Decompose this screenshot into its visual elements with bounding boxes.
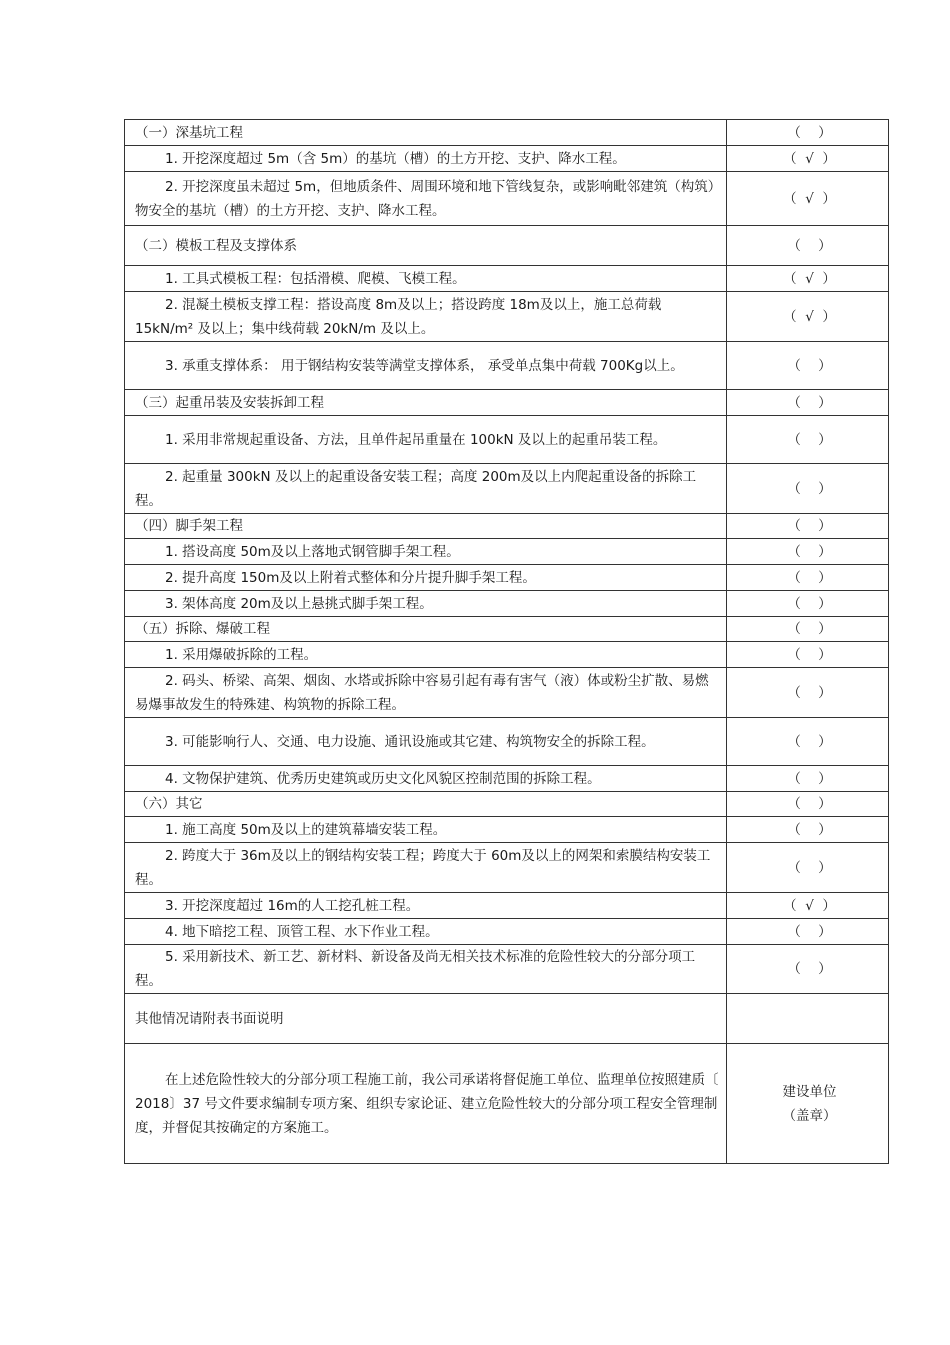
item-text: 4. 文物保护建筑、优秀历史建筑或历史文化风貌区控制范围的拆除工程。 (125, 766, 727, 792)
seal-label: （盖章） (782, 1107, 837, 1124)
check-mark-cell: （ √ ） (727, 893, 889, 919)
section-title: （六）其它 (125, 792, 727, 817)
section-title: （四）脚手架工程 (125, 514, 727, 539)
item-row (125, 817, 889, 843)
check-mark-cell (727, 994, 889, 1044)
construction-unit-label: 建设单位 (782, 1083, 837, 1100)
item-row (125, 668, 889, 718)
pledge-row (125, 1044, 889, 1164)
section-row (125, 390, 889, 416)
item-row (125, 766, 889, 792)
check-mark-cell: （ ） (727, 464, 889, 514)
item-text: 2. 码头、桥梁、高架、烟囱、水塔或拆除中容易引起有毒有害气（液）体或粉尘扩散、易燃易爆事故发生的特殊建、构筑物的拆除工程。 (125, 668, 727, 718)
check-mark-cell: （ ） (727, 945, 889, 994)
item-text: 3. 开挖深度超过 16m的人工挖孔桩工程。 (125, 893, 727, 919)
pledge-cell (125, 1044, 727, 1164)
section-title: （五）拆除、爆破工程 (125, 617, 727, 642)
section-row (125, 617, 889, 642)
check-mark-cell: （ ） (727, 390, 889, 416)
check-mark-cell: （ ） (727, 514, 889, 539)
item-row (125, 416, 889, 464)
check-mark-cell: （ √ ） (727, 146, 889, 172)
check-mark-cell: （ √ ） (727, 266, 889, 292)
item-text: 4. 地下暗挖工程、顶管工程、水下作业工程。 (125, 919, 727, 945)
item-row (125, 843, 889, 893)
item-row (125, 146, 889, 172)
check-mark-cell: （ ） (727, 539, 889, 565)
section-row (125, 514, 889, 539)
check-mark-cell: （ ） (727, 642, 889, 668)
check-mark-cell: （ ） (727, 342, 889, 390)
item-text: 1. 工具式模板工程：包括滑模、爬模、飞模工程。 (125, 266, 727, 292)
section-row (125, 226, 889, 266)
item-text: 2. 混凝土模板支撑工程：搭设高度 8m及以上；搭设跨度 18m及以上，施工总荷载 15kN/m² 及以上；集中线荷载 20kN/m 及以上。 (125, 292, 727, 342)
item-text: 2. 开挖深度虽未超过 5m，但地质条件、周围环境和地下管线复杂，或影响毗邻建筑（构筑）物安全的基坑（槽）的土方开挖、支护、降水工程。 (125, 172, 727, 226)
item-row (125, 292, 889, 342)
section-title: （三）起重吊装及安装拆卸工程 (125, 390, 727, 416)
note-text: 其他情况请附表书面说明 (125, 994, 727, 1044)
check-mark-cell: （ ） (727, 792, 889, 817)
item-row (125, 893, 889, 919)
item-text: 1. 开挖深度超过 5m（含 5m）的基坑（槽）的土方开挖、支护、降水工程。 (125, 146, 727, 172)
check-mark-cell: （ ） (727, 919, 889, 945)
note-row (125, 994, 889, 1044)
item-text: 2. 提升高度 150m及以上附着式整体和分片提升脚手架工程。 (125, 565, 727, 591)
check-mark-cell: （ ） (727, 416, 889, 464)
item-row (125, 945, 889, 994)
check-mark-cell: （ ） (727, 565, 889, 591)
item-text: 5. 采用新技术、新工艺、新材料、新设备及尚无相关技术标准的危险性较大的分部分项工程。 (125, 945, 727, 994)
check-mark-cell: （ ） (727, 766, 889, 792)
item-row (125, 539, 889, 565)
item-row (125, 172, 889, 226)
check-mark-cell: （ √ ） (727, 172, 889, 226)
check-mark-cell: （ ） (727, 591, 889, 617)
item-row (125, 591, 889, 617)
item-row (125, 464, 889, 514)
section-row (125, 792, 889, 817)
check-mark-cell: （ ） (727, 817, 889, 843)
check-mark-cell: （ ） (727, 843, 889, 893)
check-mark-cell: （ √ ） (727, 292, 889, 342)
stamp-cell (727, 1044, 889, 1164)
item-text: 3. 可能影响行人、交通、电力设施、通讯设施或其它建、构筑物安全的拆除工程。 (125, 718, 727, 766)
item-text: 1. 采用非常规起重设备、方法，且单件起吊重量在 100kN 及以上的起重吊装工程。 (125, 416, 727, 464)
item-text: 1. 采用爆破拆除的工程。 (125, 642, 727, 668)
item-text: 2. 跨度大于 36m及以上的钢结构安装工程；跨度大于 60m及以上的网架和索膜结构安装工程。 (125, 843, 727, 893)
item-row (125, 342, 889, 390)
section-title: （一）深基坑工程 (125, 120, 727, 146)
section-row (125, 120, 889, 146)
item-text: 3. 承重支撑体系： 用于钢结构安装等满堂支撑体系， 承受单点集中荷载 700Kg以上。 (125, 342, 727, 390)
item-row (125, 919, 889, 945)
item-row (125, 718, 889, 766)
check-mark-cell: （ ） (727, 120, 889, 146)
section-title: （二）模板工程及支撑体系 (125, 226, 727, 266)
hazard-project-table (124, 119, 889, 1164)
item-text: 3. 架体高度 20m及以上悬挑式脚手架工程。 (125, 591, 727, 617)
check-mark-cell: （ ） (727, 718, 889, 766)
table-body (125, 120, 889, 1044)
check-mark-cell: （ ） (727, 617, 889, 642)
item-text: 2. 起重量 300kN 及以上的起重设备安装工程；高度 200m及以上内爬起重设备的拆除工程。 (125, 464, 727, 514)
pledge-text: 在上述危险性较大的分部分项工程施工前，我公司承诺将督促施工单位、监理单位按照建质〔 2018〕37 号文件要求编制专项方案、组织专家论证、建立危险性较大的分部分项工程安全管理制度，并督促其按确定的方案施工。 (135, 1071, 719, 1136)
item-row (125, 565, 889, 591)
item-text: 1. 施工高度 50m及以上的建筑幕墙安装工程。 (125, 817, 727, 843)
item-row (125, 266, 889, 292)
check-mark-cell: （ ） (727, 668, 889, 718)
check-mark-cell: （ ） (727, 226, 889, 266)
item-row (125, 642, 889, 668)
item-text: 1. 搭设高度 50m及以上落地式钢管脚手架工程。 (125, 539, 727, 565)
